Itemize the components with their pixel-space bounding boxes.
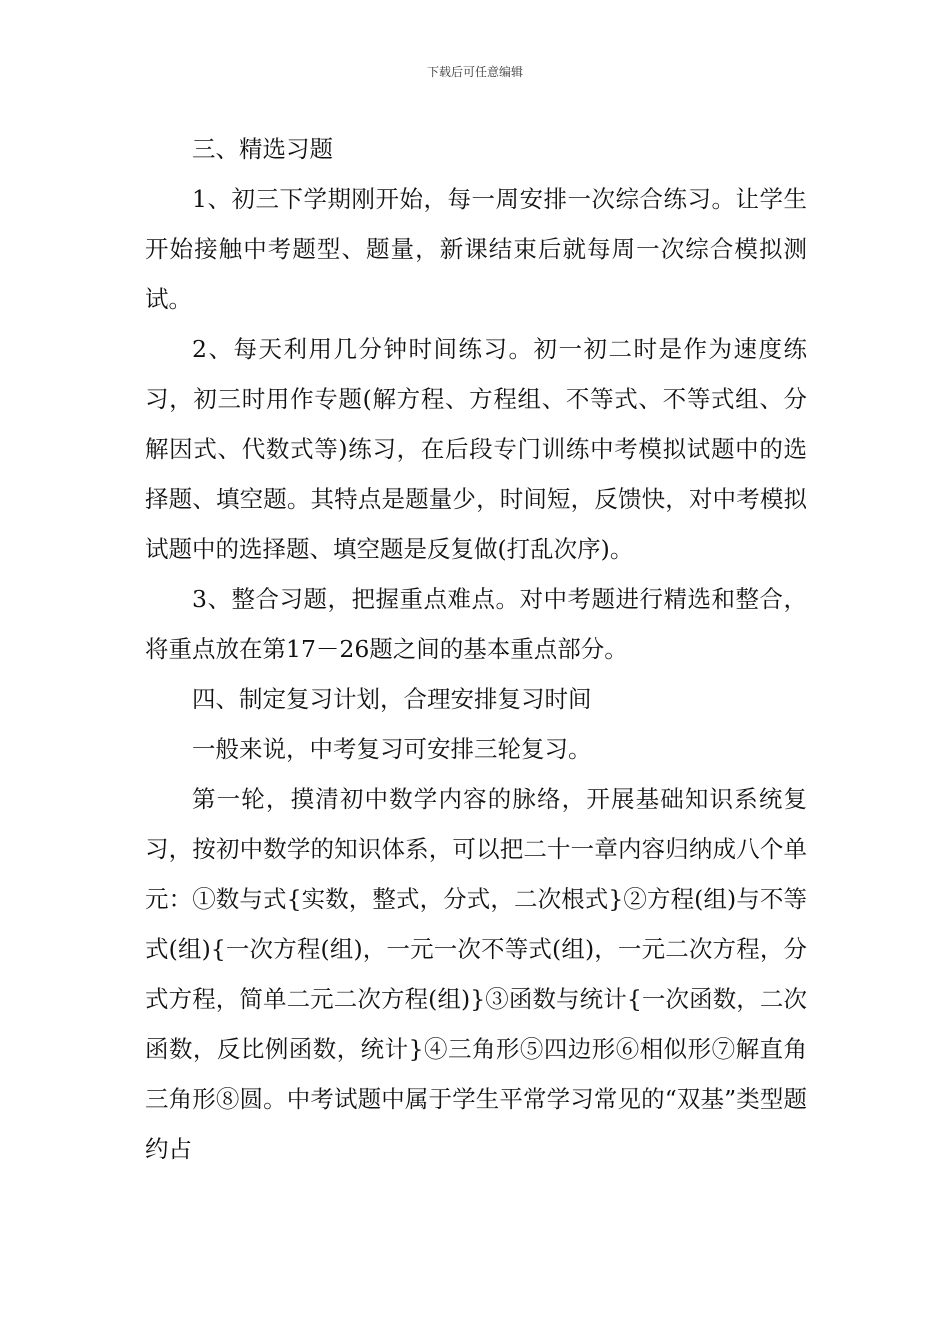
paragraph-item-1: 1、初三下学期刚开始，每一周安排一次综合练习。让学生开始接触中考题型、题量，新课结束后就每周一次综合模拟测试。 xyxy=(145,185,807,313)
section-heading-review-plan: 四、制定复习计划，合理安排复习时间 xyxy=(192,685,592,713)
document-body xyxy=(145,124,807,1174)
paragraph-review-intro: 一般来说，中考复习可安排三轮复习。 xyxy=(192,735,592,763)
paragraph-item-2: 2、每天利用几分钟时间练习。初一初二时是作为速度练习，初三时用作专题(解方程、方程组、不等式、不等式组、分解因式、代数式等)练习，在后段专门训练中考模拟试题中的选择题、填空题。其特点是题量少，时间短，反馈快，对中考模拟试题中的选择题、填空题是反复做(打乱次序)。 xyxy=(145,335,807,563)
paragraph-first-round: 第一轮，摸清初中数学内容的脉络，开展基础知识系统复习，按初中数学的知识体系，可以把二十一章内容归纳成八个单元：①数与式{实数，整式，分式，二次根式}②方程(组)与不等式(组){一次方程(组)，一元一次不等式(组)，一元二次方程，分式方程，简单二元二次方程(组)}③函数与统计{一次函数，二次函数，反比例函数，统计}④三角形⑤四边形⑥相似形⑦解直角三角形⑧圆。中考试题中属于学生平常学习常见的“双基”类型题约占 xyxy=(145,785,807,1163)
page-header-note: 下载后可任意编辑 xyxy=(426,65,523,79)
section-heading-exercises: 三、精选习题 xyxy=(192,135,333,163)
paragraph-item-3: 3、整合习题，把握重点难点。对中考题进行精选和整合，将重点放在第17－26题之间的基本重点部分。 xyxy=(145,585,807,663)
